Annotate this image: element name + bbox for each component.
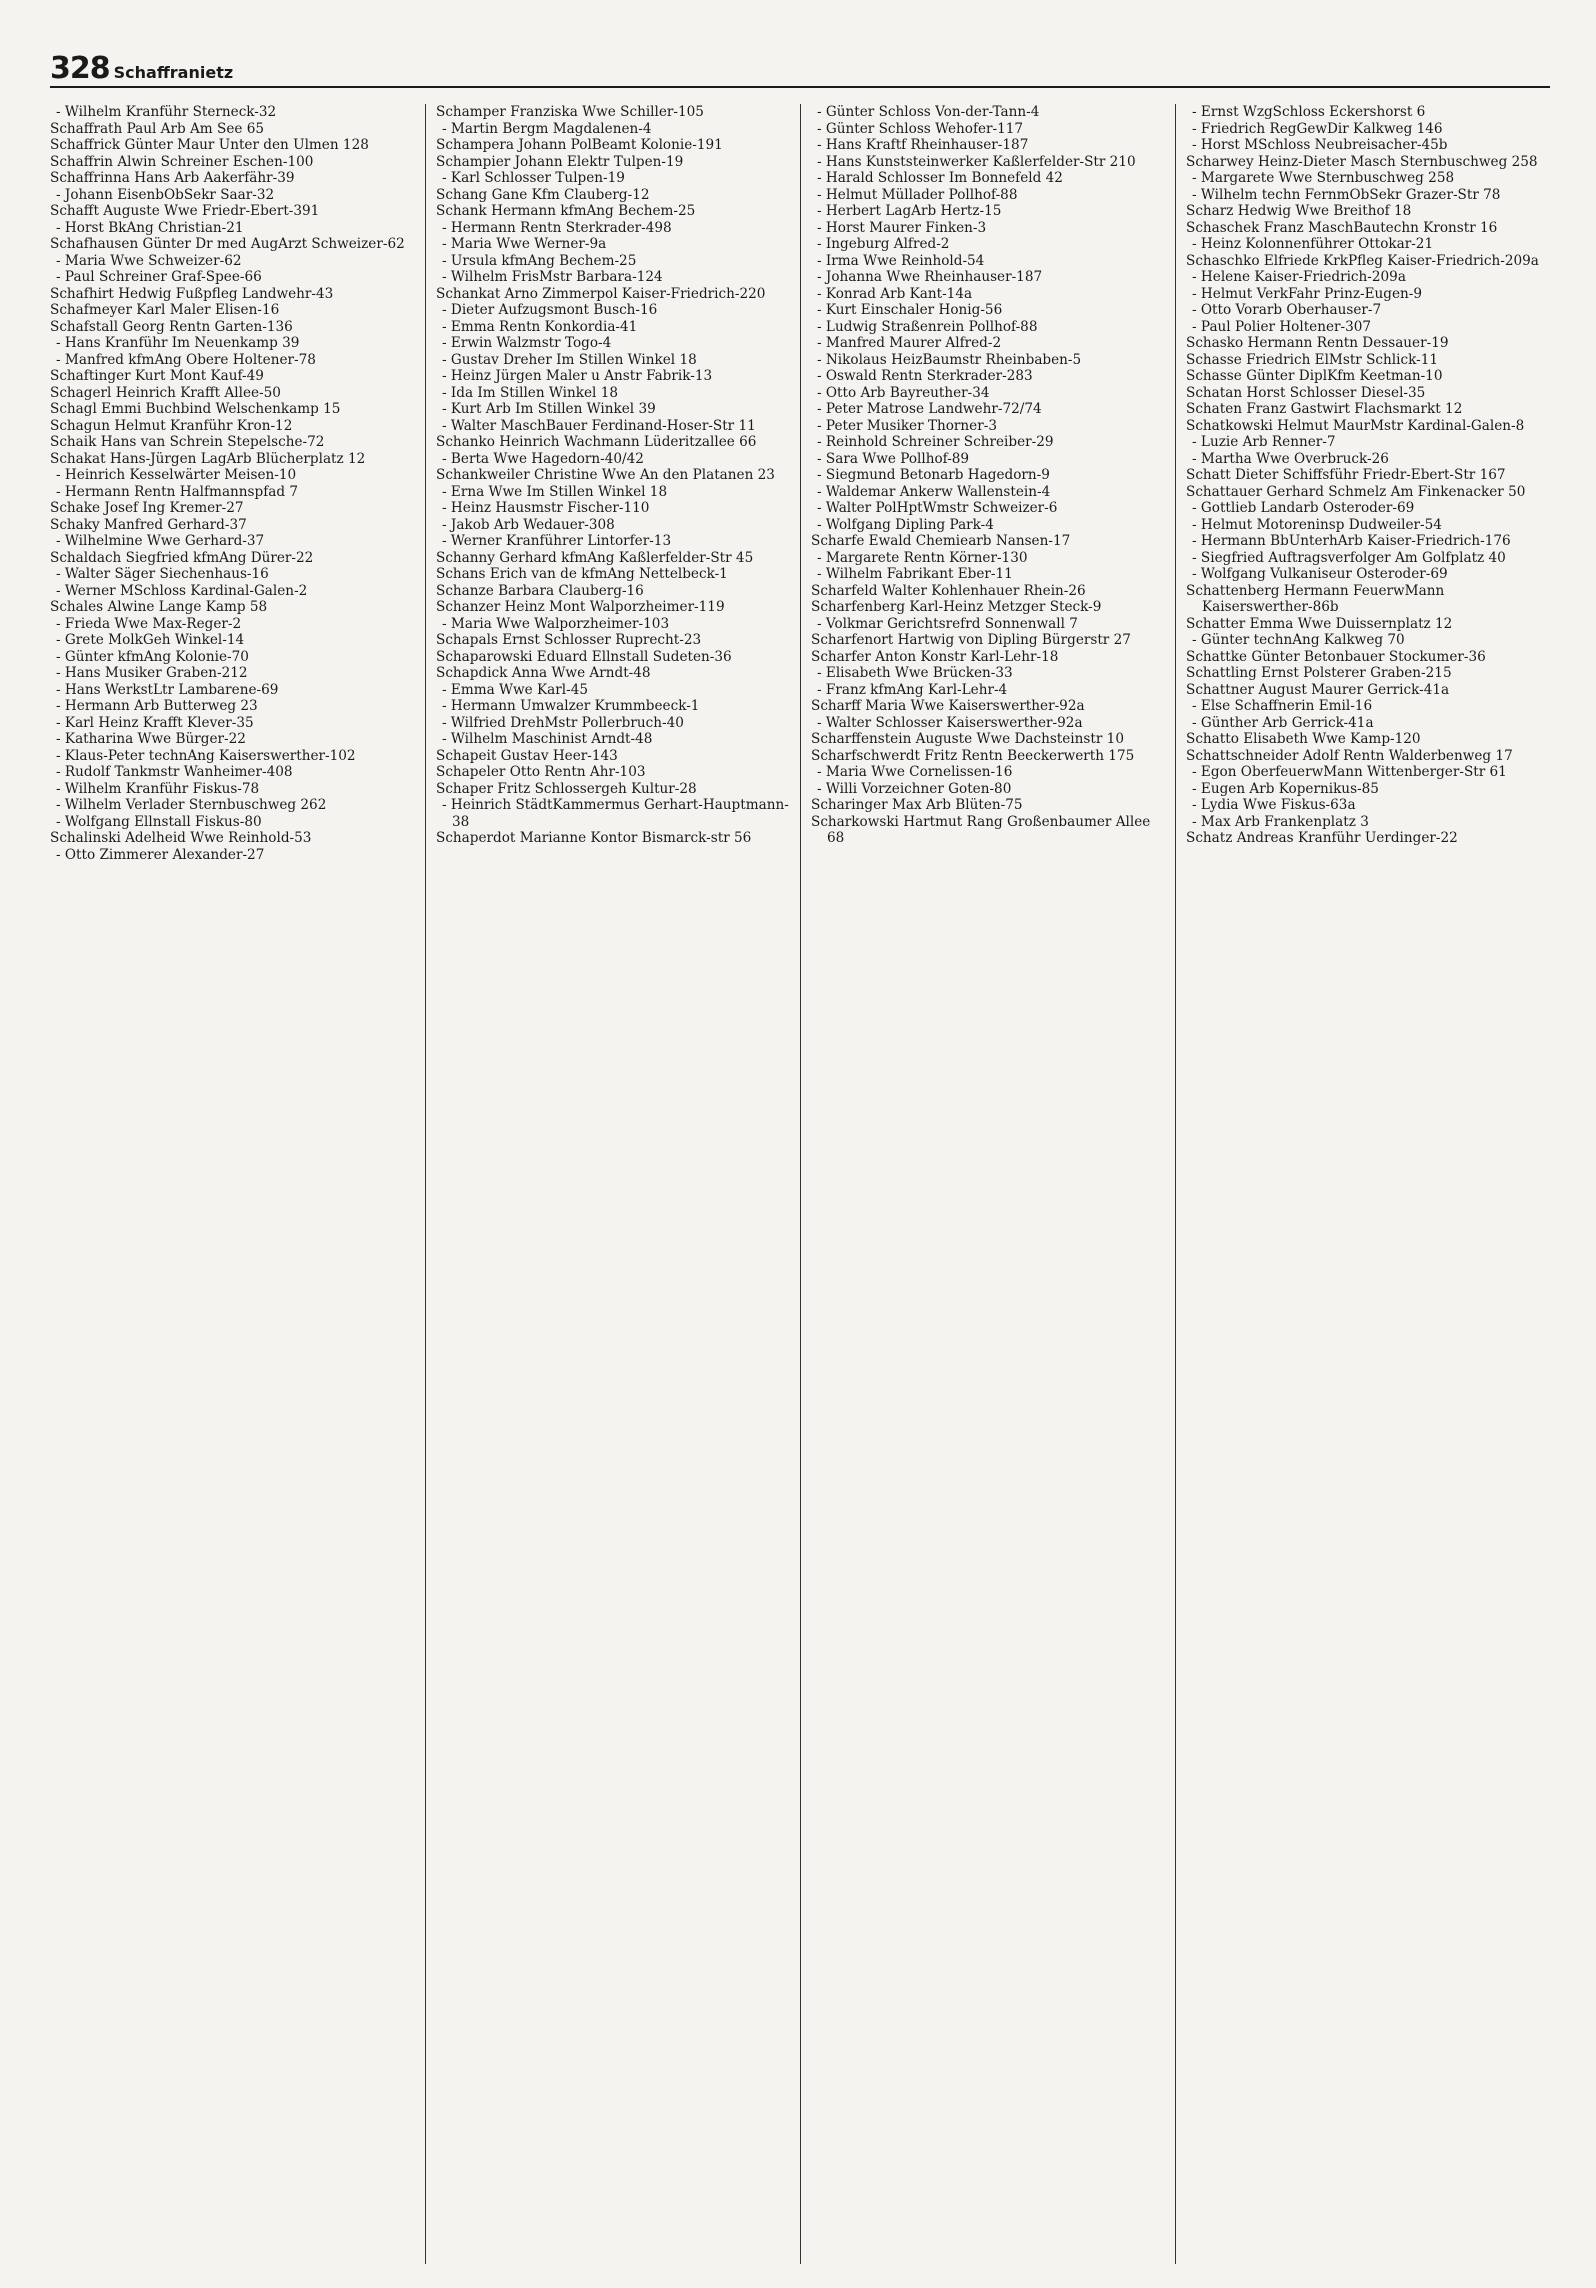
directory-entry: - Wilhelm Kranführ Sterneck-32: [56, 104, 277, 120]
directory-entry: - Erna Wwe Im Stillen Winkel 18: [442, 483, 668, 500]
directory-entry: Schasse Friedrich ElMstr Schlick-11: [1186, 351, 1438, 368]
directory-entry: - Heinz Jürgen Maler u Anstr Fabrik-13: [442, 368, 713, 384]
directory-entry: Schatkowski Helmut MaurMstr Kardinal-Galen-8: [1186, 417, 1525, 434]
directory-entry: Schalinski Adelheid Wwe Reinhold-53: [50, 830, 312, 846]
directory-entry: - Manfred kfmAng Obere Holtener-78: [56, 351, 316, 368]
directory-entry: Schaftinger Kurt Mont Kauf-49: [50, 368, 264, 384]
directory-entry: - Klaus-Peter technAng Kaiserswerther-102: [56, 747, 356, 764]
directory-entry: Schatt Dieter Schiffsführ Friedr-Ebert-Str 167: [1186, 467, 1506, 483]
directory-entry: - Helene Kaiser-Friedrich-209a: [1192, 269, 1406, 285]
directory-entry: - Ludwig Straßenrein Pollhof-88: [817, 318, 1038, 335]
directory-entry: - Hans Kraftf Rheinhauser-187: [817, 137, 1029, 153]
directory-entry: - Günter Schloss Von-der-Tann-4: [817, 104, 1040, 120]
directory-entry: - Willi Vorzeichner Goten-80: [817, 780, 1012, 797]
directory-entry: Schafstall Georg Rentn Garten-136: [50, 318, 293, 335]
directory-entry: - Maria Wwe Cornelissen-16: [817, 764, 1013, 780]
directory-entry: Schanzer Heinz Mont Walporzheimer-119: [436, 599, 725, 615]
directory-entry: - Emma Wwe Karl-45: [442, 681, 589, 698]
directory-entry: - Ida Im Stillen Winkel 18: [442, 384, 619, 401]
directory-entry: Schattenberg Hermann FeuerwMann Kaiserswerther-86b: [1186, 582, 1445, 615]
directory-entry: - Günter Schloss Wehofer-117: [817, 120, 1024, 137]
directory-entry: - Walter MaschBauer Ferdinand-Hoser-Str 11: [442, 417, 756, 434]
directory-entry: - Luzie Arb Renner-7: [1192, 434, 1336, 450]
directory-entry: - Ingeburg Alfred-2: [817, 236, 950, 252]
directory-entry: Schaper Fritz Schlossergeh Kultur-28: [436, 780, 697, 797]
directory-entry: - Heinrich StädtKammermus Gerhart-Hauptmann-38: [442, 797, 789, 830]
directory-entry: Scharz Hedwig Wwe Breithof 18: [1186, 203, 1412, 219]
directory-entry: Schattschneider Adolf Rentn Walderbenweg 17: [1186, 747, 1513, 764]
directory-entry: Schatto Elisabeth Wwe Kamp-120: [1186, 731, 1421, 747]
directory-entry: - Margarete Rentn Körner-130: [817, 549, 1028, 566]
directory-entry: - Berta Wwe Hagedorn-40/42: [442, 450, 644, 467]
directory-entry: Scharff Maria Wwe Kaiserswerther-92a: [811, 698, 1085, 714]
directory-entry: - Hermann Umwalzer Krummbeeck-1: [442, 698, 700, 714]
directory-entry: - Nikolaus HeizBaumstr Rheinbaben-5: [817, 351, 1082, 368]
directory-entry: - Wilfried DrehMstr Pollerbruch-40: [442, 714, 684, 731]
page-header: [50, 46, 1550, 88]
directory-entry: - Dieter Aufzugsmont Busch-16: [442, 302, 658, 318]
directory-entry: Schampera Johann PolBeamt Kolonie-191: [436, 137, 723, 153]
directory-entry: - Helmut VerkFahr Prinz-Eugen-9: [1192, 285, 1423, 302]
directory-entry: - Otto Zimmerer Alexander-27: [56, 846, 265, 863]
directory-entry: - Horst MSchloss Neubreisacher-45b: [1192, 137, 1448, 153]
directory-entry: Schatz Andreas Kranführ Uerdinger-22: [1186, 830, 1458, 846]
directory-entry: Scharfe Ewald Chemiearb Nansen-17: [811, 533, 1071, 549]
directory-entry: - Gustav Dreher Im Stillen Winkel 18: [442, 351, 697, 368]
directory-entry: - Hans Musiker Graben-212: [56, 665, 248, 681]
directory-entry: - Wilhelmine Wwe Gerhard-37: [56, 533, 265, 549]
column-2: [425, 104, 800, 2264]
directory-entry: Schaparowski Eduard Ellnstall Sudeten-36: [436, 648, 732, 665]
directory-entry: - Walter Schlosser Kaiserswerther-92a: [817, 714, 1083, 731]
directory-entry: - Werner Kranführer Lintorfer-13: [442, 533, 672, 549]
page-number: 328: [50, 51, 110, 86]
directory-entry: - Paul Schreiner Graf-Spee-66: [56, 269, 262, 285]
directory-entry: - Walter Säger Siechenhaus-16: [56, 566, 269, 582]
directory-entry: - Hans WerkstLtr Lambarene-69: [56, 681, 279, 698]
directory-entry: Schanze Barbara Clauberg-16: [436, 582, 644, 599]
directory-entry: - Franz kfmAng Karl-Lehr-4: [817, 681, 1008, 698]
directory-entry: - Helmut Motoreninsp Dudweiler-54: [1192, 516, 1442, 533]
directory-entry: - Herbert LagArb Hertz-15: [817, 203, 1002, 219]
directory-entry: Schales Alwine Lange Kamp 58: [50, 599, 268, 615]
directory-entry: - Waldemar Ankerw Wallenstein-4: [817, 483, 1051, 500]
directory-entry: - Wilhelm Kranführ Fiskus-78: [56, 780, 260, 797]
directory-entry: - Manfred Maurer Alfred-2: [817, 335, 1002, 351]
directory-entry: - Eugen Arb Kopernikus-85: [1192, 780, 1379, 797]
directory-entry: Schaffrin Alwin Schreiner Eschen-100: [50, 153, 314, 170]
directory-entry: - Margarete Wwe Sternbuschweg 258: [1192, 170, 1455, 186]
directory-entry: - Wilhelm techn FernmObSekr Grazer-Str 78: [1192, 186, 1501, 203]
directory-entry: Schattke Günter Betonbauer Stockumer-36: [1186, 648, 1486, 665]
directory-entry: - Siegfried Auftragsverfolger Am Golfplatz 40: [1192, 549, 1506, 566]
directory-entry: - Johanna Wwe Rheinhauser-187: [817, 269, 1043, 285]
directory-entry: - Johann EisenbObSekr Saar-32: [56, 186, 275, 203]
column-1: [50, 104, 425, 2264]
directory-entry: - Friedrich RegGewDir Kalkweg 146: [1192, 120, 1443, 137]
directory-columns: [50, 104, 1550, 2264]
directory-entry: Schampier Johann Elektr Tulpen-19: [436, 153, 684, 170]
directory-entry: Scharfenort Hartwig von Dipling Bürgerstr 27: [811, 632, 1131, 648]
directory-entry: - Otto Vorarb Oberhauser-7: [1192, 302, 1382, 318]
directory-entry: Schaschek Franz MaschBautechn Kronstr 16: [1186, 219, 1498, 236]
column-4: [1175, 104, 1550, 2264]
directory-entry: - Katharina Wwe Bürger-22: [56, 731, 246, 747]
directory-entry: - Oswald Rentn Sterkrader-283: [817, 368, 1033, 384]
directory-entry: Schagun Helmut Kranführ Kron-12: [50, 417, 293, 434]
directory-entry: - Ernst WzgSchloss Eckershorst 6: [1192, 104, 1426, 120]
directory-entry: - Horst Maurer Finken-3: [817, 219, 987, 236]
directory-entry: - Peter Matrose Landwehr-72/74: [817, 401, 1042, 417]
directory-entry: Schaky Manfred Gerhard-37: [50, 516, 247, 533]
directory-entry: - Elisabeth Wwe Brücken-33: [817, 665, 1013, 681]
directory-entry: - Erwin Walzmstr Togo-4: [442, 335, 612, 351]
directory-entry: - Karl Schlosser Tulpen-19: [442, 170, 625, 186]
directory-entry: - Konrad Arb Kant-14a: [817, 285, 973, 302]
directory-entry: Schaffrick Günter Maur Unter den Ulmen 128: [50, 137, 369, 153]
directory-entry: Schaten Franz Gastwirt Flachsmarkt 12: [1186, 401, 1463, 417]
directory-entry: - Kurt Einschaler Honig-56: [817, 302, 1003, 318]
directory-entry: - Kurt Arb Im Stillen Winkel 39: [442, 401, 656, 417]
directory-entry: Schagerl Heinrich Krafft Allee-50: [50, 384, 281, 401]
directory-entry: - Wilhelm Maschinist Arndt-48: [442, 731, 653, 747]
directory-entry: Schaffrath Paul Arb Am See 65: [50, 120, 265, 137]
directory-entry: - Hermann BbUnterhArb Kaiser-Friedrich-176: [1192, 533, 1511, 549]
directory-entry: - Irma Wwe Reinhold-54: [817, 252, 985, 269]
directory-entry: Scharinger Max Arb Blüten-75: [811, 797, 1023, 813]
directory-entry: - Paul Polier Holtener-307: [1192, 318, 1372, 335]
directory-entry: Schanko Heinrich Wachmann Lüderitzallee 66: [436, 434, 757, 450]
directory-entry: - Peter Musiker Thorner-3: [817, 417, 997, 434]
directory-entry: - Grete MolkGeh Winkel-14: [56, 632, 245, 648]
directory-entry: - Siegmund Betonarb Hagedorn-9: [817, 467, 1050, 483]
directory-entry: - Günter kfmAng Kolonie-70: [56, 648, 249, 665]
directory-entry: Schattner August Maurer Gerrick-41a: [1186, 681, 1450, 698]
directory-entry: - Rudolf Tankmstr Wanheimer-408: [56, 764, 293, 780]
directory-entry: - Wolfgang Dipling Park-4: [817, 516, 994, 533]
directory-entry: - Hans Kunststeinwerker Kaßlerfelder-Str 210: [817, 153, 1136, 170]
directory-entry: - Emma Rentn Konkordia-41: [442, 318, 638, 335]
directory-entry: - Heinrich Kesselwärter Meisen-10: [56, 467, 297, 483]
directory-entry: - Wolfgang Ellnstall Fiskus-80: [56, 813, 262, 830]
directory-entry: - Wilhelm FrisMstr Barbara-124: [442, 269, 663, 285]
directory-entry: - Jakob Arb Wedauer-308: [442, 516, 615, 533]
directory-entry: Schafhausen Günter Dr med AugArzt Schweizer-62: [50, 236, 405, 252]
directory-entry: - Else Schaffnerin Emil-16: [1192, 698, 1373, 714]
directory-entry: - Hermann Arb Butterweg 23: [56, 698, 258, 714]
directory-entry: - Heinz Hausmstr Fischer-110: [442, 500, 650, 516]
directory-entry: Scharfenberg Karl-Heinz Metzger Steck-9: [811, 599, 1102, 615]
directory-entry: - Reinhold Schreiner Schreiber-29: [817, 434, 1054, 450]
directory-entry: - Volkmar Gerichtsrefrd Sonnenwall 7: [817, 615, 1078, 632]
directory-entry: Scharffenstein Auguste Wwe Dachsteinstr 10: [811, 731, 1124, 747]
directory-entry: - Wilhelm Fabrikant Eber-11: [817, 566, 1013, 582]
directory-entry: - Gottlieb Landarb Osteroder-69: [1192, 500, 1415, 516]
directory-entry: Schatan Horst Schlosser Diesel-35: [1186, 384, 1426, 401]
directory-entry: Schapdick Anna Wwe Arndt-48: [436, 665, 651, 681]
directory-entry: Schapals Ernst Schlosser Ruprecht-23: [436, 632, 702, 648]
directory-entry: Schatter Emma Wwe Duissernplatz 12: [1186, 615, 1453, 632]
directory-entry: Schaschko Elfriede KrkPfleg Kaiser-Friedrich-209a: [1186, 252, 1539, 269]
directory-entry: Schapeit Gustav Heer-143: [436, 747, 618, 764]
directory-entry: - Hermann Rentn Sterkrader-498: [442, 219, 672, 236]
directory-entry: Schamper Franziska Wwe Schiller-105: [436, 104, 704, 120]
directory-entry: Schankweiler Christine Wwe An den Platanen 23: [436, 467, 775, 483]
directory-entry: - Martin Bergm Magdalenen-4: [442, 120, 652, 137]
directory-entry: Schattling Ernst Polsterer Graben-215: [1186, 665, 1452, 681]
directory-entry: Scharfeld Walter Kohlenhauer Rhein-26: [811, 582, 1086, 599]
directory-entry: - Maria Wwe Werner-9a: [442, 236, 607, 252]
directory-entry: - Otto Arb Bayreuther-34: [817, 384, 990, 401]
directory-entry: Schattauer Gerhard Schmelz Am Finkenacker 50: [1186, 483, 1526, 500]
directory-entry: Schaldach Siegfried kfmAng Dürer-22: [50, 549, 314, 566]
directory-entry: Schakat Hans-Jürgen LagArb Blücherplatz 12: [50, 450, 366, 467]
directory-entry: Schang Gane Kfm Clauberg-12: [436, 186, 650, 203]
directory-entry: - Günter technAng Kalkweg 70: [1192, 632, 1405, 648]
directory-entry: Schanny Gerhard kfmAng Kaßlerfelder-Str 45: [436, 549, 754, 566]
directory-entry: - Wolfgang Vulkaniseur Osteroder-69: [1192, 566, 1448, 582]
directory-entry: Scharwey Heinz-Dieter Masch Sternbuschweg 258: [1186, 153, 1538, 170]
directory-entry: - Hans Kranführ Im Neuenkamp 39: [56, 335, 300, 351]
directory-entry: Schafmeyer Karl Maler Elisen-16: [50, 302, 280, 318]
directory-entry: - Heinz Kolonnenführer Ottokar-21: [1192, 236, 1434, 252]
directory-entry: - Lydia Wwe Fiskus-63a: [1192, 797, 1356, 813]
directory-entry: Schank Hermann kfmAng Bechem-25: [436, 203, 696, 219]
running-head: Schaffranietz: [113, 63, 234, 82]
directory-entry: - Günther Arb Gerrick-41a: [1192, 714, 1374, 731]
directory-entry: Schafhirt Hedwig Fußpfleg Landwehr-43: [50, 285, 334, 302]
directory-entry: Schagl Emmi Buchbind Welschenkamp 15: [50, 401, 341, 417]
directory-entry: - Harald Schlosser Im Bonnefeld 42: [817, 170, 1063, 186]
directory-entry: Scharkowski Hartmut Rang Großenbaumer Allee 68: [811, 813, 1151, 846]
directory-entry: - Ursula kfmAng Bechem-25: [442, 252, 637, 269]
directory-entry: - Wilhelm Verlader Sternbuschweg 262: [56, 797, 327, 813]
directory-entry: Schake Josef Ing Kremer-27: [50, 500, 244, 516]
directory-entry: - Karl Heinz Krafft Klever-35: [56, 714, 254, 731]
column-3: [800, 104, 1175, 2264]
directory-entry: Schasse Günter DiplKfm Keetman-10: [1186, 368, 1443, 384]
directory-entry: - Maria Wwe Schweizer-62: [56, 252, 242, 269]
directory-entry: Schaik Hans van Schrein Stepelsche-72: [50, 434, 325, 450]
directory-entry: - Egon OberfeuerwMann Wittenberger-Str 61: [1192, 764, 1507, 780]
directory-entry: Schankat Arno Zimmerpol Kaiser-Friedrich-220: [436, 285, 766, 302]
directory-entry: - Walter PolHptWmstr Schweizer-6: [817, 500, 1058, 516]
directory-entry: - Maria Wwe Walporzheimer-103: [442, 615, 670, 632]
directory-entry: Schafft Auguste Wwe Friedr-Ebert-391: [50, 203, 320, 219]
directory-entry: Scharfschwerdt Fritz Rentn Beeckerwerth 175: [811, 747, 1135, 764]
directory-entry: - Frieda Wwe Max-Reger-2: [56, 615, 242, 632]
directory-entry: - Max Arb Frankenplatz 3: [1192, 813, 1369, 830]
directory-entry: - Helmut Müllader Pollhof-88: [817, 186, 1018, 203]
directory-entry: - Horst BkAng Christian-21: [56, 219, 244, 236]
directory-entry: - Werner MSchloss Kardinal-Galen-2: [56, 582, 308, 599]
directory-entry: - Martha Wwe Overbruck-26: [1192, 450, 1389, 467]
directory-entry: - Sara Wwe Pollhof-89: [817, 450, 970, 467]
directory-entry: Schaperdot Marianne Kontor Bismarck-str 56: [436, 830, 752, 846]
directory-entry: - Hermann Rentn Halfmannspfad 7: [56, 483, 299, 500]
directory-entry: Schans Erich van de kfmAng Nettelbeck-1: [436, 566, 728, 582]
directory-entry: Schasko Hermann Rentn Dessauer-19: [1186, 335, 1449, 351]
directory-entry: Schapeler Otto Rentn Ahr-103: [436, 764, 646, 780]
directory-entry: Schaffrinna Hans Arb Aakerfähr-39: [50, 170, 295, 186]
directory-entry: Scharfer Anton Konstr Karl-Lehr-18: [811, 648, 1059, 665]
